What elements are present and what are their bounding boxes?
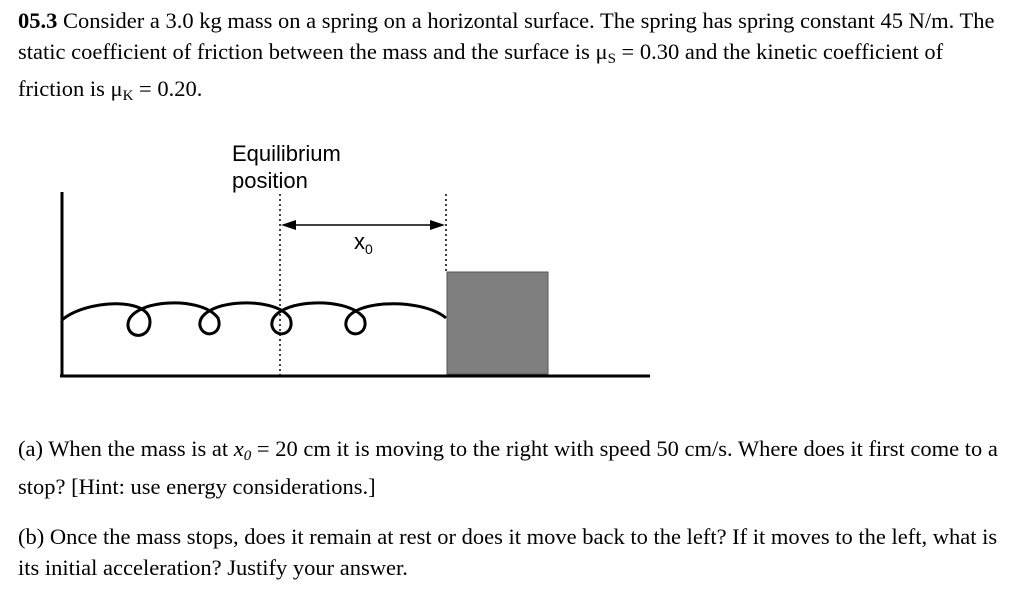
x0-arrowhead-right xyxy=(430,220,445,230)
mu-k-subscript: K xyxy=(122,88,134,104)
equilibrium-label xyxy=(232,140,341,194)
mu-s-subscript: S xyxy=(607,50,616,67)
equilibrium-label-line1: Equilibrium xyxy=(232,141,341,166)
problem-number: 05.3 xyxy=(18,8,58,33)
part-a-variable-subscript: 0 xyxy=(243,448,252,464)
problem-text-2: = 0.30 and the kinetic coefficient of friction is xyxy=(18,38,944,101)
x0-label-x: x xyxy=(354,229,365,254)
spring xyxy=(62,303,446,335)
mass-block xyxy=(447,272,548,374)
part-b-question: (b) Once the mass stops, does it remain at rest or does it move back to the left? If it moves to the left, what is its initial acceleration? Justify your answer. xyxy=(18,524,998,580)
problem-text-1: Consider a 3.0 kg mass on a spring on a horizontal surface. The spring has spring constant 45 N/m. The static coefficient of friction between the mass and the surface is xyxy=(18,8,995,64)
part-a-prefix: (a) When the mass is at xyxy=(18,436,234,461)
x0-label xyxy=(354,228,373,263)
x0-arrowhead-left xyxy=(281,220,296,230)
part-a-rest: = 20 cm it is moving to the right with speed 50 cm/s. Where does it first come to a stop? [Hint: use energy considerations.] xyxy=(18,436,998,499)
mu-k-symbol: μ xyxy=(110,76,123,101)
problem-text-3: = 0.20. xyxy=(133,76,203,101)
mu-s-symbol: μ xyxy=(595,38,608,64)
part-a-variable: x xyxy=(233,436,244,461)
equilibrium-label-line2: position xyxy=(232,168,308,193)
x0-label-subscript: 0 xyxy=(365,241,373,257)
part-a-question xyxy=(18,434,1008,502)
